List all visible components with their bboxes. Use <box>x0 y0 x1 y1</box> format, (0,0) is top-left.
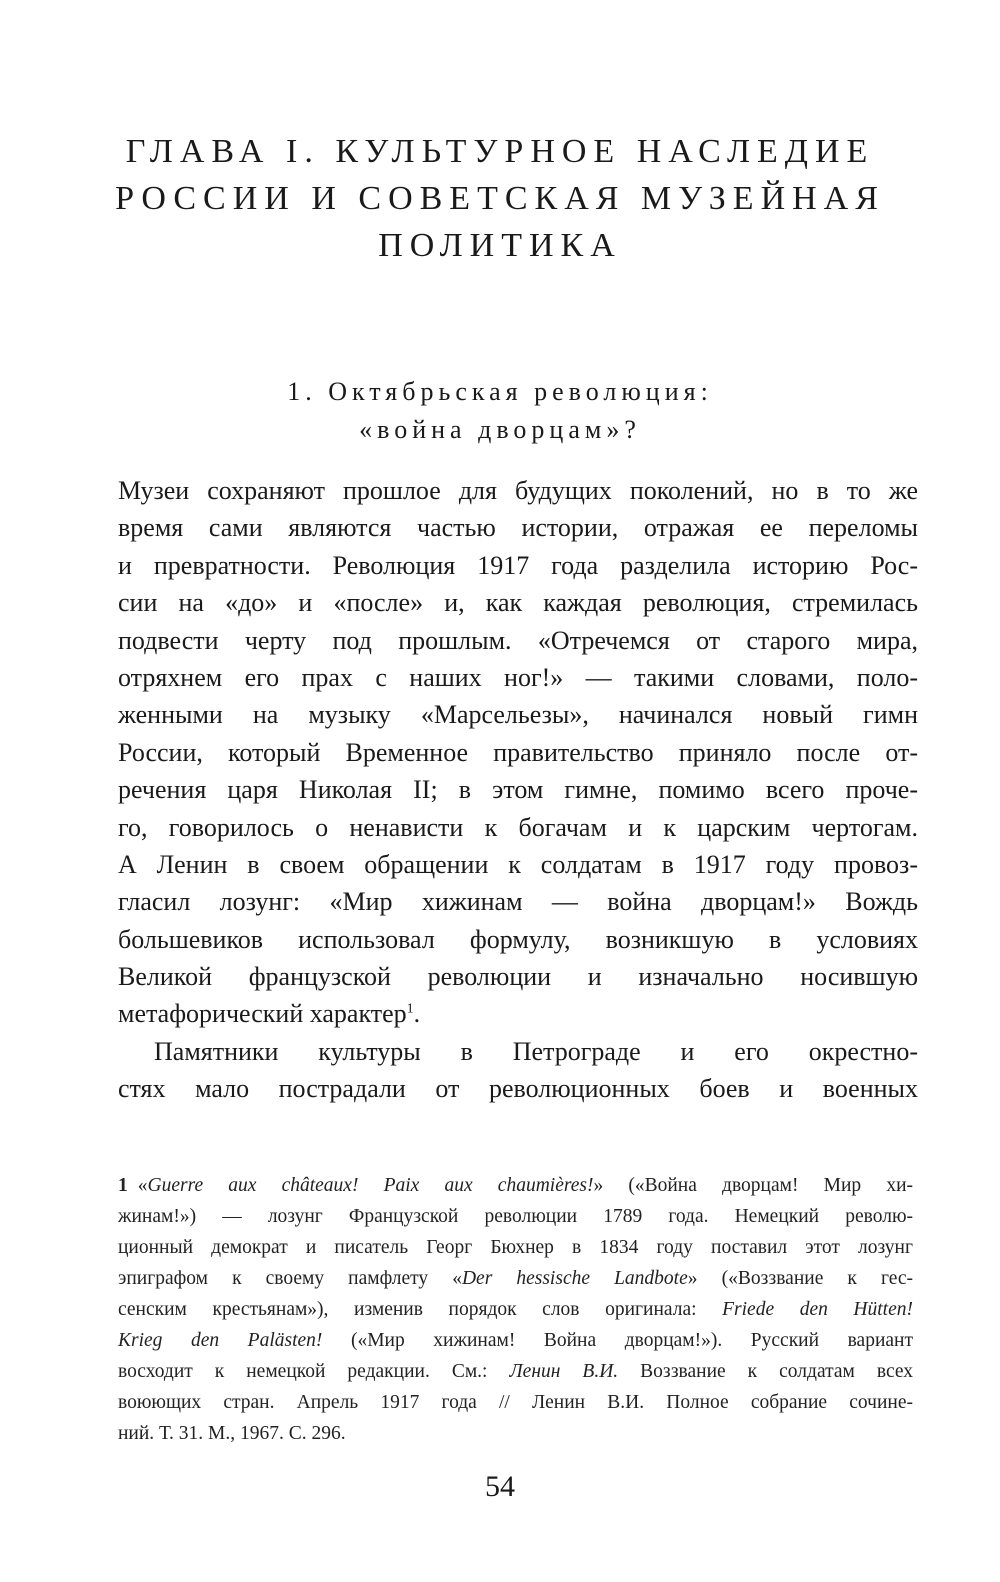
footnote-text: («Мир хижинам! Война дворцам!»). Русский вариант <box>322 1330 913 1351</box>
footnote-italic: Guerre aux châteaux! Paix aux chaumières! <box>147 1175 594 1196</box>
footnote-line: жинам!») — лозунг Французской революции 1789 года. Немецкий револю- <box>118 1206 913 1227</box>
footnote <box>118 1170 913 1449</box>
page-number: 54 <box>485 1470 515 1503</box>
body-line: сии на «до» и «после» и, как каждая революция, стремилась <box>118 588 918 618</box>
body-line: России, который Временное правительство приняло после от- <box>118 737 918 767</box>
body-line: стях мало пострадали от революционных боев и военных <box>118 1074 918 1104</box>
footnote-text: » («Война дворцам! Мир хи- <box>593 1175 913 1196</box>
body-line: отряхнем его прах с наших ног!» — такими словами, поло- <box>118 662 918 692</box>
footnote-text: » («Воззвание к гес- <box>687 1268 913 1289</box>
body-line: время сами являются частью истории, отражая ее переломы <box>118 513 918 543</box>
body-line: подвести черту под прошлым. «Отречемся от старого мира, <box>118 625 918 655</box>
footnote-italic: Friede den Hütten! <box>722 1299 913 1320</box>
chapter-title-line: ГЛАВА I. КУЛЬТУРНОЕ НАСЛЕДИЕ <box>125 133 875 170</box>
footnote-text: сенским крестьянам»), изменив порядок слов оригинала: <box>118 1299 723 1320</box>
footnote-italic: Ленин В.И. <box>509 1361 619 1382</box>
footnote-text: эпиграфом к своему памфлету « <box>118 1268 462 1289</box>
footnote-line <box>118 1356 913 1387</box>
footnote-italic: Krieg den Palästen! <box>118 1330 323 1351</box>
footnote-line <box>118 1170 913 1201</box>
section-title-line: 1. Октябрьская революция: <box>287 377 713 406</box>
body-line: А Ленин в своем обращении к солдатам в 1917 году провоз- <box>118 849 918 879</box>
footnote-line <box>118 1294 913 1325</box>
body-line: большевиков использовал формулу, возникшую в условиях <box>118 924 918 954</box>
footnote-line: ний. Т. 31. М., 1967. С. 296. <box>118 1423 346 1444</box>
body-line-text: метафорический характер <box>118 999 407 1029</box>
chapter-title <box>100 128 900 269</box>
body-line: метафорический характер$^1$. <box>118 999 421 1029</box>
body-line: Музеи сохраняют прошлое для будущих поколений, но в то же <box>118 476 918 505</box>
footnote-italic: Der hessische Landbote <box>461 1268 688 1289</box>
footnote-line: воюющих стран. Апрель 1917 года // Ленин В.И. Полное собрание сочине- <box>118 1392 913 1413</box>
footnote-text: Воззвание к солдатам всех <box>618 1361 913 1382</box>
section-title-line: «война дворцам»? <box>359 415 641 444</box>
body-text <box>118 472 918 1108</box>
footnote-mark: 1 <box>118 1175 128 1196</box>
body-line: гласил лозунг: «Мир хижинам — война дворцам!» Вождь <box>118 887 918 917</box>
body-line: речения царя Николая II; в этом гимне, помимо всего проче- <box>118 775 918 805</box>
body-line: Памятники культуры в Петрограде и его окрестно- <box>154 1036 918 1066</box>
footnote-text: восходит к немецкой редакции. См.: <box>118 1361 510 1382</box>
footnote-line <box>118 1263 913 1294</box>
footnote-reference[interactable]: 1 <box>406 1001 414 1017</box>
footnote-line <box>118 1325 913 1356</box>
body-line: Великой французской революции и изначально носившую <box>118 962 918 992</box>
chapter-title-line: РОССИИ И СОВЕТСКАЯ МУЗЕЙНАЯ <box>115 180 885 217</box>
body-line: го, говорилось о ненависти к богачам и к царским чертогам. <box>118 812 918 842</box>
chapter-title-line: ПОЛИТИКА <box>378 227 622 264</box>
footnote-line: ционный демократ и писатель Георг Бюхнер в 1834 году поставил этот лозунг <box>118 1237 913 1258</box>
footnote-text: « <box>137 1175 148 1196</box>
body-line: и превратности. Революция 1917 года разделила историю Рос- <box>118 550 918 580</box>
section-title <box>150 373 850 449</box>
body-line: женными на музыку «Марсельезы», начинался новый гимн <box>118 700 918 730</box>
